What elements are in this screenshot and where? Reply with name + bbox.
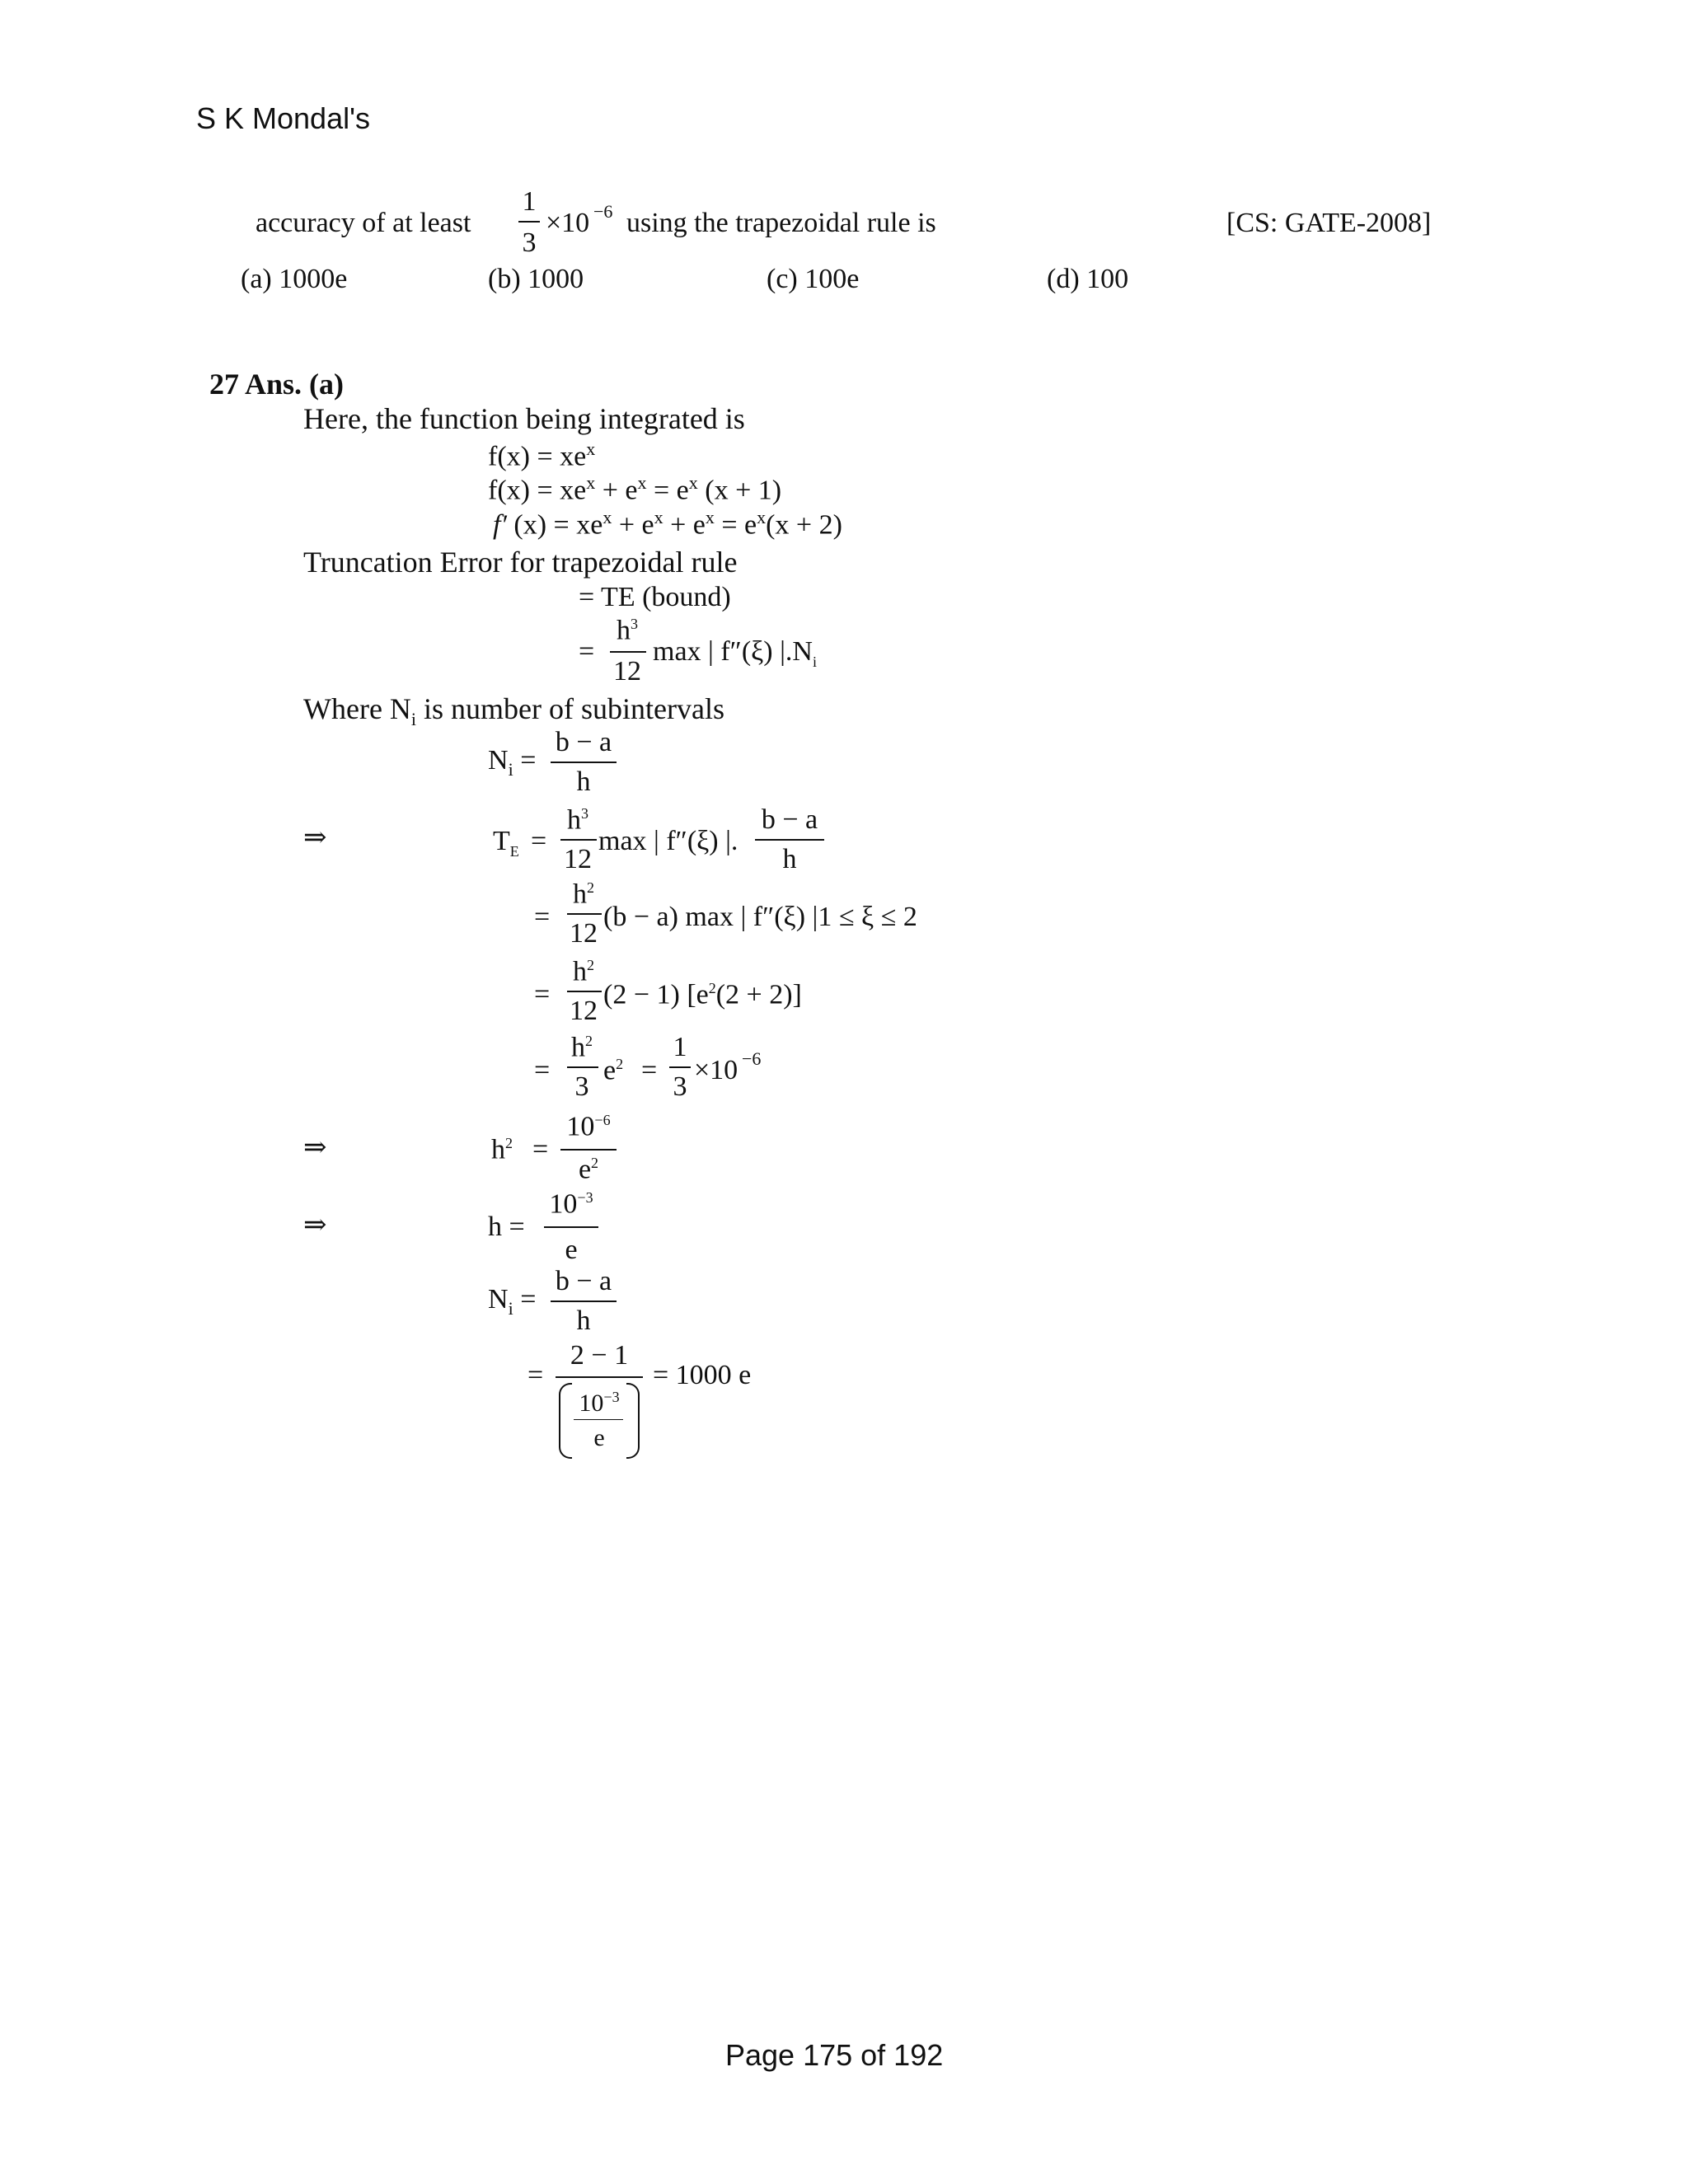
step3-den: 12 [570,996,598,1026]
fraction-bar [551,1301,617,1302]
step4-h: h [571,1032,585,1063]
h-sq-e: e [578,1154,592,1185]
f-def-sup: x [586,438,596,459]
fdp-sup1: x [603,507,612,527]
step2-rest: (b − a) max | f″(ξ) |1 ≤ ξ ≤ 2 [603,902,917,932]
te-f2-den: h [782,844,797,874]
step2-h: h [573,879,587,910]
step4-exp: −6 [742,1048,762,1069]
option-a: (a) 1000e [241,264,348,294]
fraction-bar [556,1376,643,1378]
fraction-bar [755,839,824,841]
step4-den: 3 [574,1071,589,1102]
step3-r1: (2 − 1) [e [603,979,709,1010]
h-sq-den-sup: 2 [591,1155,599,1171]
step3-fraction [564,956,603,1030]
fdp-sup3: x [705,507,715,527]
f-prime-line [488,474,781,504]
implies-symbol: ⇒ [303,823,327,853]
te-num-sup: 3 [631,616,638,632]
ni-def2-num: b − a [555,1266,612,1296]
te-f2-num: b − a [761,804,818,835]
step2-sup: 2 [587,879,594,896]
truncation-label: Truncation Error for trapezoidal rule [303,546,738,579]
h-sq-sup: 2 [505,1135,513,1151]
fraction-bar [669,1066,691,1068]
ni-def2-lhs [488,1286,536,1318]
te-expr-lhs [493,827,519,859]
fp-sup3: x [688,472,698,493]
fraction-bar [518,221,540,223]
te-expr-mid: max | f″(ξ) |. [598,826,738,856]
fdp-part2: + e [612,509,654,541]
ni-def-lhs [488,747,536,779]
step4-num [564,1033,600,1062]
step4-den2: 3 [673,1071,687,1102]
fraction-bar [574,1419,623,1420]
h-sq-h: h [491,1134,505,1165]
te-f1-h: h [567,804,581,836]
final-inner-sup: −3 [603,1389,620,1405]
question-stem-prefix: accuracy of at least [256,208,471,238]
fp-part4: (x + 1) [697,475,782,506]
f-dprime-line [493,509,842,539]
fdp-part4: = e [714,509,757,541]
fdp-sup2: x [654,507,663,527]
ni-def2-fraction [549,1264,618,1338]
h-val-fraction [542,1187,600,1263]
fp-sup2: x [637,472,647,493]
te-expr-sub: E [509,842,519,860]
te-bound: = TE (bound) [579,582,731,612]
ni-lhs-eq: = [513,745,537,776]
page-number: Page 175 of 192 [725,2038,944,2072]
h-sq-num [557,1113,620,1141]
fdp-part1: (x) = xe [506,509,603,541]
h-sq-eq: = [532,1134,549,1165]
fraction-bar [567,991,602,992]
te-f1-num [557,806,598,834]
question-stem-suffix: using the trapezoidal rule is [626,208,936,238]
fraction-bar [567,913,602,915]
step4-e-sup: 2 [616,1056,624,1072]
step3-eq: = [534,979,551,1010]
f-def-text: f(x) = xe [488,441,587,472]
fraction-bar [610,651,646,653]
te-formula-num [607,616,648,644]
final-result: = 1000 e [653,1360,752,1390]
step4-e-base: e [603,1055,617,1086]
h-val-ten: 10 [549,1188,578,1220]
step2-eq: = [534,902,551,932]
answer-heading: 27 Ans. (a) [209,368,345,401]
option-c: (c) 100e [767,264,860,294]
step3-h: h [573,956,587,987]
te-f1-den: 12 [564,844,592,874]
h-val-num [542,1190,600,1218]
ni-lhs-sub: i [508,758,513,780]
ni-def-fraction [549,725,618,799]
step4-e [603,1057,623,1085]
te-num-h: h [617,615,631,646]
f-definition [488,440,595,471]
h-sq-ten: 10 [566,1111,595,1142]
fp-part2: + e [595,475,638,506]
step2-num [564,880,603,908]
fdp-part5: (x + 2) [766,509,842,541]
implies-symbol: ⇒ [303,1210,327,1240]
implies-symbol: ⇒ [303,1132,327,1163]
accuracy-exponent: −6 [593,201,613,222]
ni2-lhs-eq: = [513,1284,537,1315]
te-rest-sub: i [813,653,818,670]
where-text [303,694,724,729]
h-val-num-sup: −3 [577,1189,593,1206]
answer-intro: Here, the function being integrated is [303,402,745,435]
h-sq-den [557,1155,620,1183]
option-d: (d) 100 [1047,264,1129,294]
te-expr-eq: = [531,826,547,856]
te-formula-den: 12 [613,656,641,687]
fp-part1: f(x) = xe [488,475,587,506]
accuracy-times-ten: ×10 [546,208,590,238]
final-inner-num [554,1390,645,1416]
te-rest-text: max | f″(ξ) |.N [653,636,813,667]
te-formula-eq: = [579,636,595,667]
fraction-bar [567,1066,598,1068]
final-inner-den: e [593,1424,605,1451]
h-val-den: e [565,1235,578,1265]
ni2-lhs-n: N [488,1284,509,1315]
ni2-lhs-sub: i [508,1297,513,1319]
fraction-bar [544,1226,598,1228]
step2-fraction [564,879,603,953]
fdp-sup4: x [757,507,767,527]
te-formula-fraction [607,613,648,687]
step4-times: ×10 [694,1055,738,1085]
option-b: (b) 1000 [488,264,584,294]
h-sq-fraction [557,1109,620,1185]
step3-sup: 2 [587,957,594,973]
step2-den: 12 [570,918,598,949]
final-inner-ten: 10 [579,1390,604,1417]
step4-fraction [564,1032,600,1106]
step3-num [564,958,603,986]
fraction-bar [551,762,617,763]
te-expr-fraction1 [557,804,598,879]
where-sub: i [410,709,417,730]
h-val-lhs: h = [488,1212,525,1242]
accuracy-denominator: 3 [522,227,537,258]
ni-lhs-n: N [488,745,509,776]
fraction-bar [560,839,597,841]
step4-fraction2 [666,1032,694,1106]
step4-eq2: = [641,1055,658,1085]
step4-eq: = [534,1055,551,1085]
h-sq-num-sup: −6 [594,1112,611,1128]
final-fraction [554,1335,645,1459]
h-sq-lhs [491,1136,513,1164]
te-expr-t: T [493,826,510,856]
running-header: S K Mondal's [196,101,370,135]
ni-def-den: h [576,766,591,797]
accuracy-numerator: 1 [522,186,537,217]
final-num: 2 − 1 [570,1340,629,1371]
step3-r2: (2 + 2)] [715,979,802,1010]
step3-rsup: 2 [708,980,716,996]
te-expr-fraction2 [753,804,826,879]
ni-def2-den: h [576,1305,591,1336]
fp-part3: = e [646,475,689,506]
fdp-part3: + e [663,509,706,541]
fraction-bar [560,1149,617,1151]
fp-sup1: x [586,472,596,493]
te-formula-rest [653,638,817,669]
accuracy-fraction [515,186,543,260]
step4-sup: 2 [585,1033,593,1049]
where-p2: is number of subintervals [416,692,724,725]
final-eq: = [528,1360,544,1390]
step4-num2: 1 [673,1032,687,1062]
step3-rest [603,981,802,1009]
question-source: [CS: GATE-2008] [1226,208,1432,238]
where-p1: Where N [303,692,411,725]
ni-def-num: b − a [555,727,612,757]
fdp-f: f′ [493,509,507,541]
te-f1-sup: 3 [581,805,588,822]
